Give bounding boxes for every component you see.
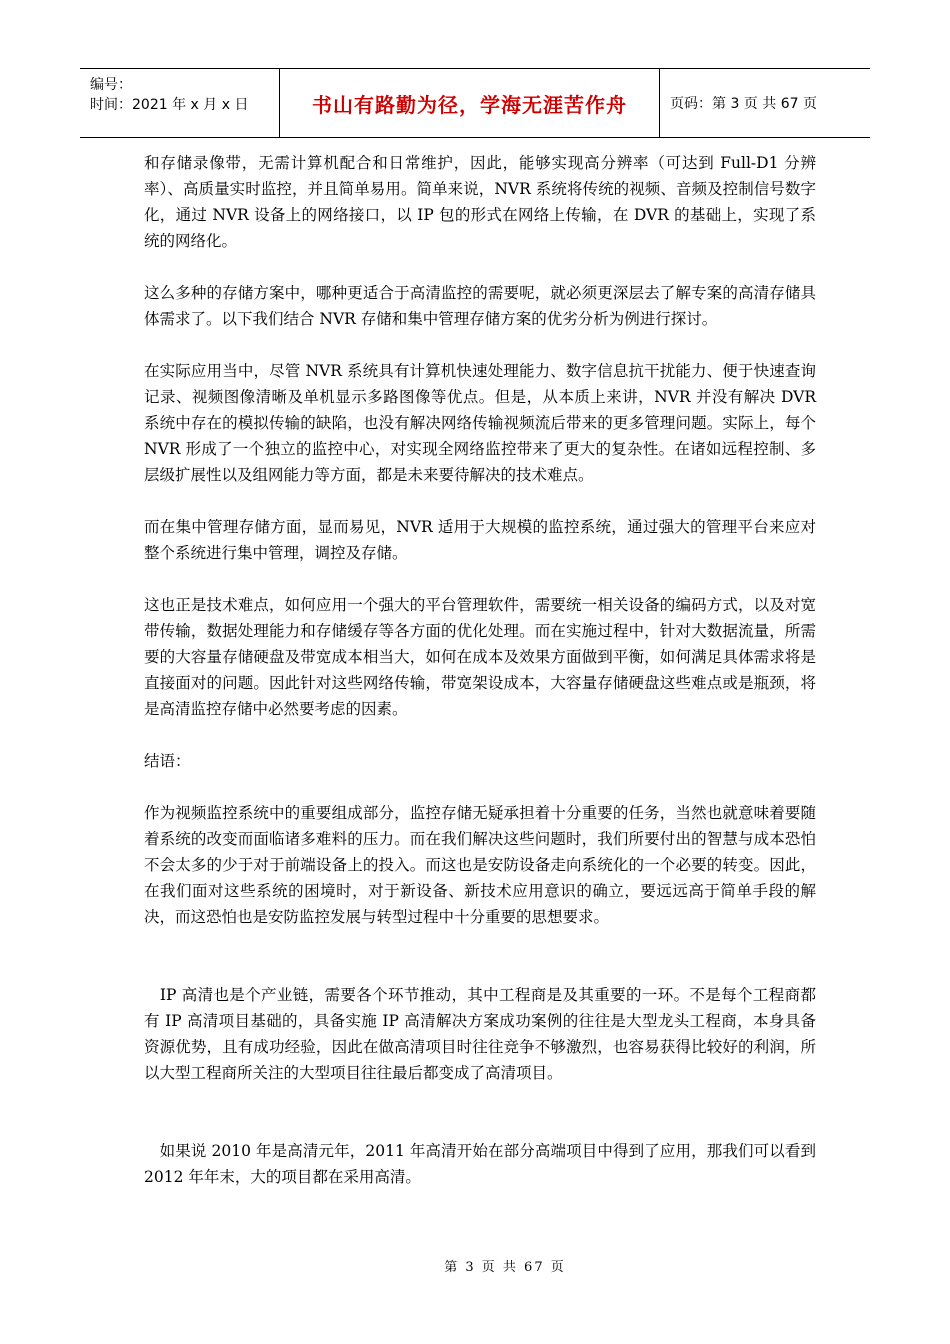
paragraph: IP 高清也是个产业链，需要各个环节推动，其中工程商是及其重要的一环。不是每个工程商都有 IP 高清项目基础的，具备实施 IP 高清解决方案成功案例的往往是大型龙头工程商，本身具备资源优势，且有成功经验，因此在做高清项目时往往竞争不够激烈，也容易获得比较好的利润，所以大型工程商所关注的大型项目往往最后都变成了高清项目。 [144,986,816,1082]
section-heading: 结语： [144,752,191,770]
document-date: 时间：2021 年 x 月 x 日 [90,97,249,113]
paragraph: 和存储录像带，无需计算机配合和日常维护，因此，能够实现高分辨率（可达到 Full-D1 分辨率）、高质量实时监控，并且简单易用。简单来说，NVR 系统将传统的视频、音频及控制信号数字化，通过 NVR 设备上的网络接口，以 IP 包的形式在网络上传输，在 DVR 的基础上，实现了系统的网络化。 [144,154,816,250]
header-meta [80,69,280,137]
paragraph: 这也正是技术难点，如何应用一个强大的平台管理软件，需要统一相关设备的编码方式，以及对宽带传输，数据处理能力和存储缓存等各方面的优化处理。而在实施过程中，针对大数据流量，所需要的大容量存储硬盘及带宽成本相当大，如何在成本及效果方面做到平衡，如何满足具体需求将是直接面对的问题。因此针对这些网络传输，带宽架设成本，大容量存储硬盘这些难点或是瓶颈，将是高清监控存储中必然要考虑的因素。 [144,596,816,718]
page-header [80,68,870,138]
paragraph: 作为视频监控系统中的重要组成部分，监控存储无疑承担着十分重要的任务，当然也就意味着要随着系统的改变而面临诸多难料的压力。而在我们解决这些问题时，我们所要付出的智慧与成本恐怕不会太多的少于对于前端设备上的投入。而这也是安防设备走向系统化的一个必要的转变。因此，在我们面对这些系统的困境时，对于新设备、新技术应用意识的确立，要远远高于简单手段的解决，而这恐怕也是安防监控发展与转型过程中十分重要的思想要求。 [144,804,816,926]
header-motto: 书山有路勤为径，学海无涯苦作舟 [280,69,660,137]
paragraph: 而在集中管理存储方面，显而易见，NVR 适用于大规模的监控系统，通过强大的管理平台来应对整个系统进行集中管理，调控及存储。 [144,518,816,562]
header-page-code: 页码：第 3 页 共 67 页 [670,96,817,112]
paragraph: 在实际应用当中，尽管 NVR 系统具有计算机快速处理能力、数字信息抗干扰能力、便于快速查询记录、视频图像清晰及单机显示多路图像等优点。但是，从本质上来讲，NVR 并没有解决 DVR 系统中存在的模拟传输的缺陷，也没有解决网络传输视频流后带来的更多管理问题。实际上，每个 NVR 形成了一个独立的监控中心，对实现全网络监控带来了更大的复杂性。在诸如远程控制、多层级扩展性以及组网能力等方面，都是未来要待解决的技术难点。 [144,362,816,484]
paragraph: 这么多种的存储方案中，哪种更适合于高清监控的需要呢，就必须更深层去了解专案的高清存储具体需求了。以下我们结合 NVR 存储和集中管理存储方案的优劣分析为例进行探讨。 [144,284,816,328]
document-body [144,150,816,1216]
page-footer: 第 3 页 共 67 页 [444,1260,566,1275]
paragraph: 如果说 2010 年是高清元年，2011 年高清开始在部分高端项目中得到了应用，那我们可以看到 2012 年年末，大的项目都在采用高清。 [144,1142,816,1186]
document-number-label: 编号： [90,77,132,93]
